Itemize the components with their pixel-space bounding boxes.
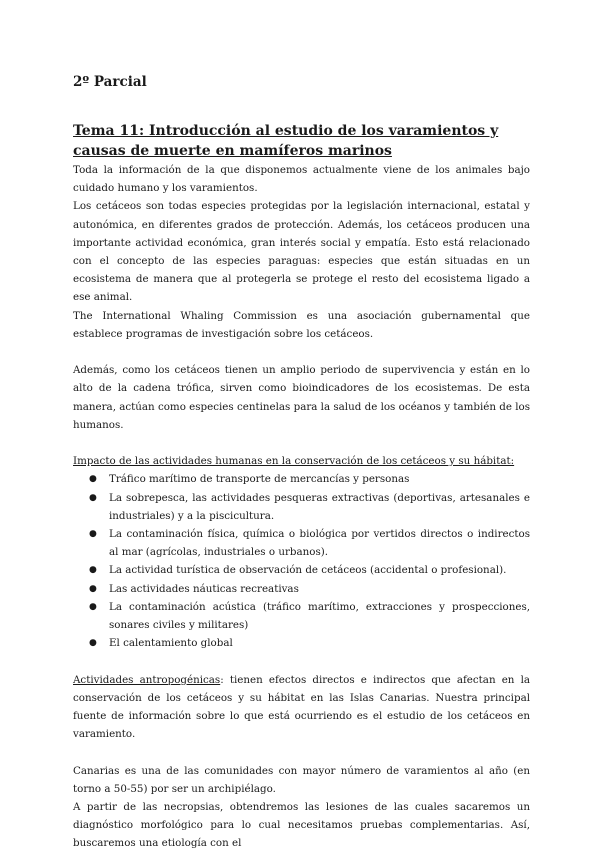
spacer — [73, 434, 530, 452]
section-heading: 2º Parcial — [73, 74, 147, 90]
list-item: ● La sobrepesca, las actividades pesqueras extractivas (deportivas, artesanales e industriales) y a la piscicultura. — [73, 489, 530, 525]
bullet-icon: ● — [89, 583, 97, 594]
bullet-icon: ● — [89, 601, 97, 612]
bullet-icon: ● — [89, 565, 97, 576]
spacer — [73, 652, 530, 670]
bullet-icon: ● — [89, 474, 97, 485]
canarias-paragraph-2: A partir de las necropsias, obtendremos las lesiones de las cuales sacaremos un diagnóstico morfológico para lo cual necesitamos pruebas complementarias. Así, buscaremos una etiología con el — [73, 801, 530, 850]
impact-list — [73, 470, 530, 652]
topic-title: Tema 11: Introducción al estudio de los varamientos y causas de muerte en mamíferos marinos — [73, 123, 499, 159]
bullet-icon: ● — [89, 492, 97, 503]
anthropogenic-paragraph — [73, 671, 530, 744]
anthropogenic-text: : tienen efectos directos e indirectos que afectan en la conservación de los cetáceos y su hábitat en las Islas Canarias. Nuestra principal fuente de información sobre lo que está ocurriendo es el estudio de los cetáceos en varamiento. — [73, 673, 531, 741]
intro-paragraph-2: Los cetáceos son todas especies protegidas por la legislación internacional, estatal y autonómica, en diferentes grados de protección. Además, los cetáceos producen una importante actividad económica, gran interés social y empatía. Esto está relacionado con el concepto de las especies paraguas: especies que están situadas en un ecosistema de manera que al protegerla se protege el resto del ecosistema ligado a ese animal. — [73, 200, 530, 304]
canarias-paragraph-1: Canarias es una de las comunidades con mayor número de varamientos al año (en torno a 50-55) por ser un archipiélago. — [73, 764, 530, 795]
list-item: ● La actividad turística de observación de cetáceos (accidental o profesional). — [73, 561, 530, 579]
spacer — [73, 343, 530, 361]
list-item: ● Las actividades náuticas recreativas — [73, 580, 530, 598]
list-item: ● La contaminación acústica (tráfico marítimo, extracciones y prospecciones, sonares civiles y militares) — [73, 598, 530, 634]
list-item: ● La contaminación física, química o biológica por vertidos directos o indirectos al mar (agrícolas, industriales o urbanos). — [73, 525, 530, 561]
bioindicators-paragraph: Además, como los cetáceos tienen un amplio periodo de supervivencia y están en lo alto de la cadena trófica, sirven como bioindicadores de los ecosistemas. De esta manera, actúan como especies centinelas para la salud de los océanos y también de los humanos. — [73, 364, 530, 431]
impact-heading: Impacto de las actividades humanas en la conservación de los cetáceos y su hábitat: — [73, 455, 515, 468]
list-item: ● Tráfico marítimo de transporte de mercancías y personas — [73, 470, 530, 488]
anthropogenic-term: Actividades antropogénicas — [73, 673, 221, 686]
spacer — [73, 743, 530, 761]
document-body — [73, 70, 530, 853]
bullet-icon: ● — [89, 638, 97, 649]
bullet-icon: ● — [89, 529, 97, 540]
list-item: ● El calentamiento global — [73, 634, 530, 652]
intro-paragraph-3: The International Whaling Commission es una asociación gubernamental que establece programas de investigación sobre los cetáceos. — [73, 309, 530, 340]
intro-paragraph-1: Toda la información de la que disponemos actualmente viene de los animales bajo cuidado humano y los varamientos. — [73, 164, 530, 195]
